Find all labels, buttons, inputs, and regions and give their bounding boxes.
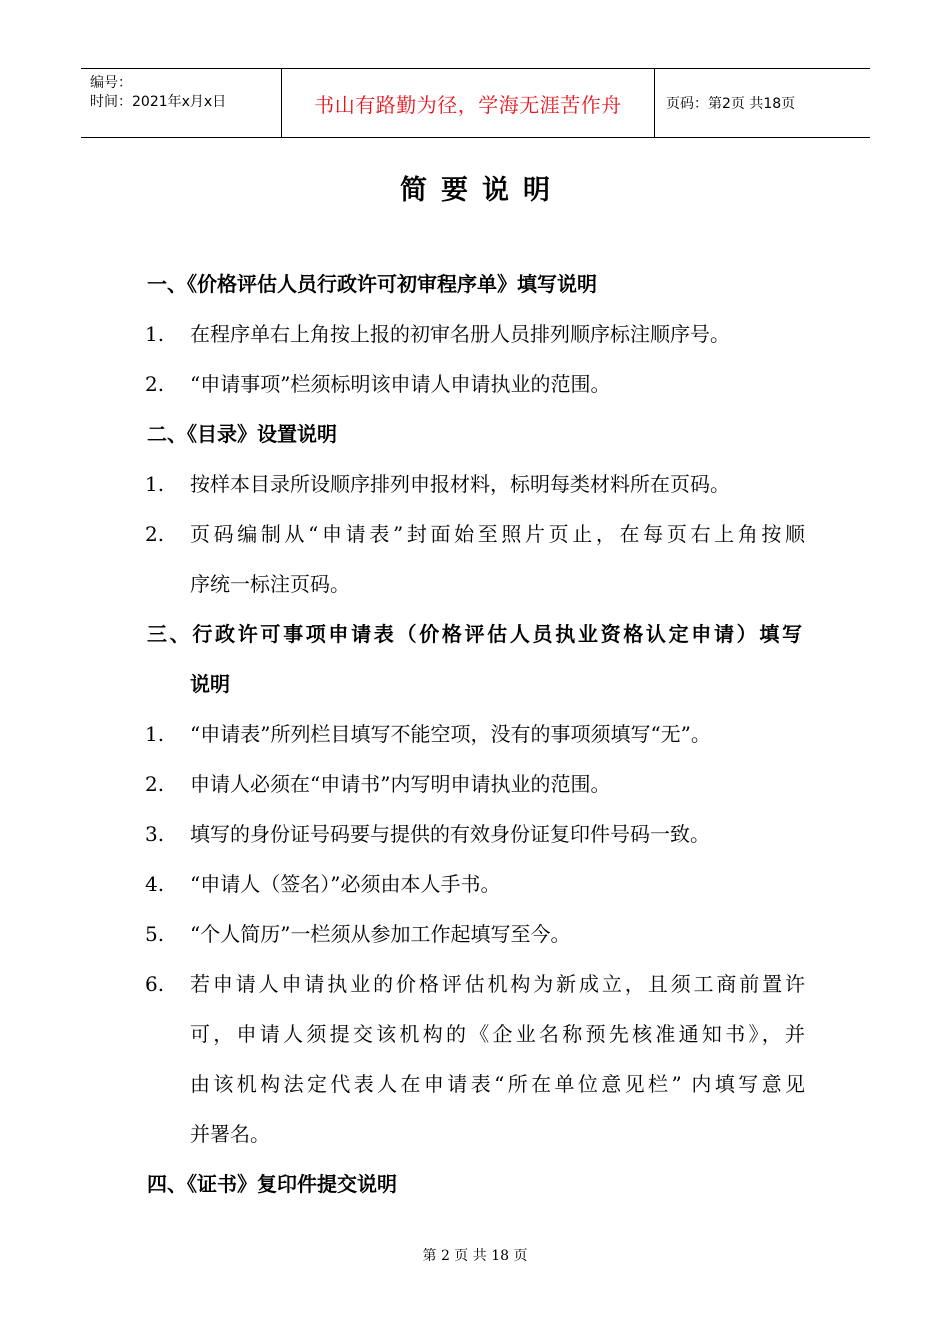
item-text: 页码编制从“申请表”封面始至照片页止，在每页右上角按顺: [190, 522, 805, 546]
section-heading: 一、《价格评估人员行政许可初审程序单》填写说明: [147, 272, 597, 296]
section-heading: 四、《证书》复印件提交说明: [147, 1172, 397, 1196]
item-text: 在程序单右上角按上报的初审名册人员排列顺序标注顺序号。: [190, 322, 730, 346]
item-number: 5.: [145, 922, 165, 946]
item-number: 6.: [145, 972, 165, 996]
item-number: 1.: [145, 472, 165, 496]
item-number: 2.: [145, 772, 165, 796]
item-text: 序统一标注页码。: [190, 572, 350, 596]
item-number: 1.: [145, 722, 165, 746]
item-number: 3.: [145, 822, 165, 846]
item-text: 可，申请人须提交该机构的《企业名称预先核准通知书》，并: [190, 1022, 805, 1046]
item-text: 按样本目录所设顺序排列申报材料，标明每类材料所在页码。: [190, 472, 730, 496]
section-heading: 二、《目录》设置说明: [147, 422, 337, 446]
item-text: 若申请人申请执业的价格评估机构为新成立，且须工商前置许: [190, 972, 805, 996]
item-number: 2.: [145, 372, 165, 396]
item-number: 2.: [145, 522, 165, 546]
item-text: 填写的身份证号码要与提供的有效身份证复印件号码一致。: [190, 822, 710, 846]
header-page-info: 页码：第2页 共18页: [666, 96, 796, 112]
header-meta-cell: [81, 69, 281, 137]
item-text: 申请人必须在“申请书”内写明申请执业的范围。: [190, 772, 611, 796]
page-title: 简要说明: [400, 175, 564, 206]
header-table: [81, 68, 870, 138]
section-heading-continued: 说明: [190, 672, 230, 696]
date-label: 时间：2021年x月x日: [90, 94, 227, 110]
item-number: 4.: [145, 872, 165, 896]
number-label: 编号：: [90, 75, 132, 91]
header-motto: 书山有路勤为径，学海无涯苦作舟: [281, 69, 655, 137]
item-text: “申请事项”栏须标明该申请人申请执业的范围。: [190, 372, 611, 396]
item-text: 并署名。: [190, 1122, 270, 1146]
section-heading: 三、行政许可事项申请表（价格评估人员执业资格认定申请）填写: [147, 622, 802, 646]
item-text: 由该机构法定代表人在申请表“所在单位意见栏” 内填写意见: [190, 1072, 805, 1096]
item-text: “申请表”所列栏目填写不能空项，没有的事项须填写“无”。: [190, 722, 711, 746]
item-text: “申请人（签名）”必须由本人手书。: [190, 872, 501, 896]
item-text: “个人简历”一栏须从参加工作起填写至今。: [190, 922, 571, 946]
item-number: 1.: [145, 322, 165, 346]
page-footer: 第 2 页 共 18 页: [422, 1248, 528, 1264]
